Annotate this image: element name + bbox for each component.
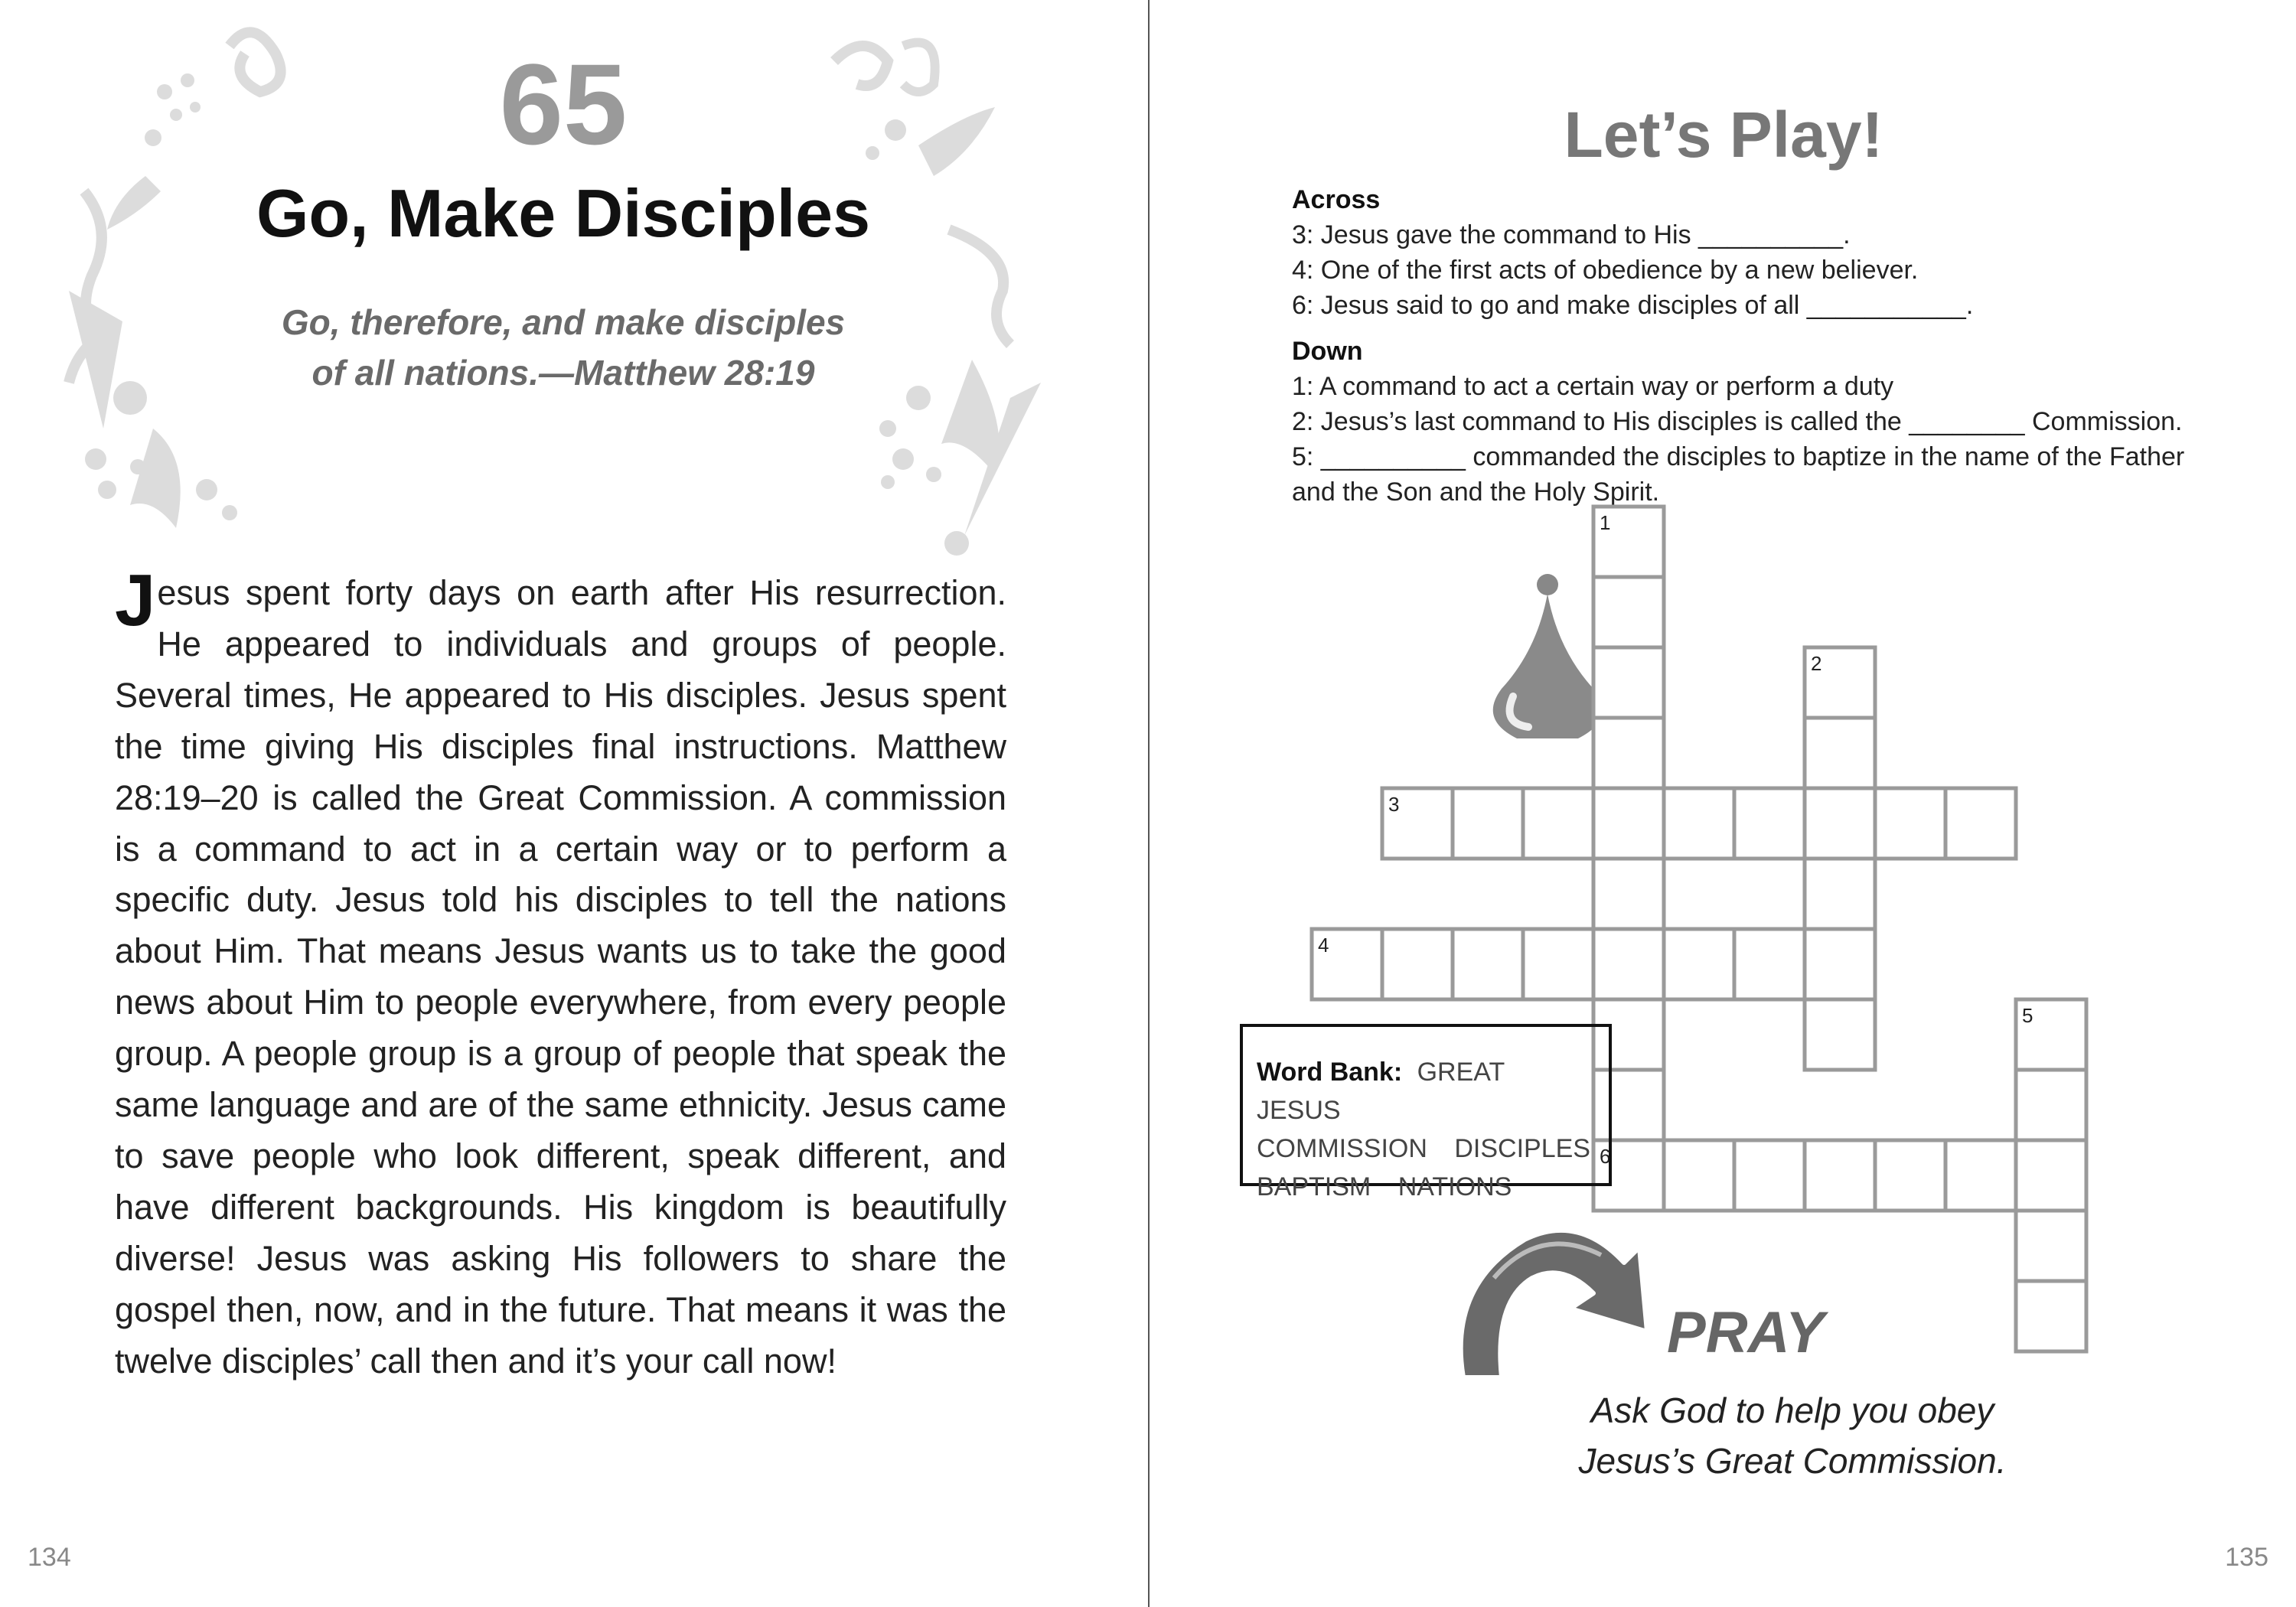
clue-number: 6	[1600, 1145, 1611, 1168]
crossword-cell[interactable]	[1805, 718, 1875, 788]
crossword-cell[interactable]	[1945, 1140, 2016, 1211]
crossword-cell[interactable]	[1593, 647, 1664, 718]
crossword-cell[interactable]	[1805, 999, 1875, 1070]
pray-prompt	[1548, 1385, 2037, 1486]
crossword-cell[interactable]	[1734, 1140, 1805, 1211]
drop-cap: J	[115, 559, 156, 641]
word-bank-word: GREAT	[1417, 1058, 1505, 1087]
body-text: esus spent forty days on earth after His resurrection. He appeared to individuals and groups of people. Several times, He appeared to His disciples. Jesus spent the time giving His disciples final instructions. Matthew 28:19–20 is called the Great Commission. A commission is a command to act in a certain way or to perform a specific duty. Jesus told his disciples to tell the nations about Him. That means Jesus wants us to take the good news about Him to people everywhere, from every people group. A people group is a group of people that speak the same language and are of the same ethnicity. Jesus came to save people who look different, speak different, and have different backgrounds. His kingdom is beautifully diverse! Jesus was asking His followers to share the gospel then, now, and in the future. That means it was the twelve disciples’ call then and it’s your call now!	[115, 573, 1006, 1380]
crossword-cell[interactable]	[1875, 1140, 1945, 1211]
crossword-cell[interactable]	[1875, 788, 1945, 859]
down-clue: 5: __________ commanded the disciples to baptize in the name of the Father and the Son and the Holy Spirit.	[1292, 442, 2185, 507]
across-clue: 3: Jesus gave the command to His __________.	[1292, 220, 1851, 249]
crossword-cell[interactable]	[1453, 788, 1523, 859]
crossword-cell[interactable]	[1945, 788, 2016, 859]
lesson-title: Go, Make Disciples	[256, 175, 871, 251]
word-bank-word: JESUS	[1257, 1096, 1341, 1125]
clue-number: 2	[1811, 652, 1822, 675]
word-bank-label: Word Bank:	[1257, 1058, 1403, 1087]
crossword-cell[interactable]	[1523, 788, 1593, 859]
verse-line-2: of all nations.—Matthew 28:19	[311, 353, 815, 393]
crossword-cell[interactable]	[2016, 1211, 2086, 1281]
activity-heading: Let’s Play!	[1564, 99, 1883, 171]
crossword-cell[interactable]	[1805, 1140, 1875, 1211]
across-label: Across	[1292, 185, 1381, 214]
lesson-body	[115, 559, 1006, 1387]
word-bank	[1240, 1024, 1612, 1201]
down-clue: 1: A command to act a certain way or perform a duty	[1292, 372, 1894, 401]
lesson-number: 65	[499, 40, 628, 168]
crossword-cell[interactable]	[1453, 929, 1523, 999]
crossword-cell[interactable]	[1593, 859, 1664, 929]
clue-number: 4	[1318, 934, 1329, 957]
crossword-cell[interactable]	[1593, 788, 1664, 859]
crossword-cell[interactable]	[1523, 929, 1593, 999]
curved-arrow-icon	[1448, 1217, 1678, 1393]
pray-line-2: Jesus’s Great Commission.	[1578, 1441, 2007, 1481]
crossword-cell[interactable]	[1664, 1140, 1734, 1211]
crossword-grid	[1150, 0, 2296, 1607]
word-bank-word: DISCIPLES	[1454, 1134, 1590, 1163]
crossword-cell[interactable]	[1805, 859, 1875, 929]
page-number-left: 134	[28, 1543, 71, 1572]
crossword-cell[interactable]	[1593, 577, 1664, 647]
across-clue: 6: Jesus said to go and make disciples of all ___________.	[1292, 291, 1974, 320]
page-number-right: 135	[2225, 1543, 2268, 1572]
word-bank-word: BAPTISM	[1257, 1172, 1371, 1201]
crossword-cell[interactable]	[1593, 929, 1664, 999]
crossword-cell[interactable]	[2016, 1070, 2086, 1140]
crossword-cell[interactable]	[1382, 929, 1453, 999]
clue-number: 1	[1600, 511, 1611, 534]
word-bank-word: NATIONS	[1397, 1172, 1512, 1201]
crossword-cell[interactable]	[1593, 718, 1664, 788]
across-clue: 4: One of the first acts of obedience by a new believer.	[1292, 256, 1919, 285]
crossword-cell[interactable]	[1734, 788, 1805, 859]
right-page	[1150, 0, 2296, 1607]
memory-verse	[257, 297, 869, 398]
down-clue: 2: Jesus’s last command to His disciples is called the ________ Commission.	[1292, 407, 2183, 436]
crossword-cell[interactable]	[1734, 929, 1805, 999]
crossword-cell[interactable]	[1805, 929, 1875, 999]
clue-number: 3	[1388, 793, 1400, 816]
crossword-cell[interactable]	[2016, 1140, 2086, 1211]
verse-line-1: Go, therefore, and make disciples	[281, 302, 846, 342]
crossword-cell[interactable]	[1805, 788, 1875, 859]
word-bank-word: COMMISSION	[1257, 1134, 1427, 1163]
pray-line-1: Ask God to help you obey	[1590, 1390, 1994, 1430]
crossword-cell[interactable]	[1664, 788, 1734, 859]
crossword-cell[interactable]	[1664, 929, 1734, 999]
clue-number: 5	[2022, 1004, 2033, 1027]
down-label: Down	[1292, 337, 1363, 366]
crossword-cell[interactable]	[2016, 1281, 2086, 1351]
pray-label: PRAY	[1667, 1300, 1825, 1365]
